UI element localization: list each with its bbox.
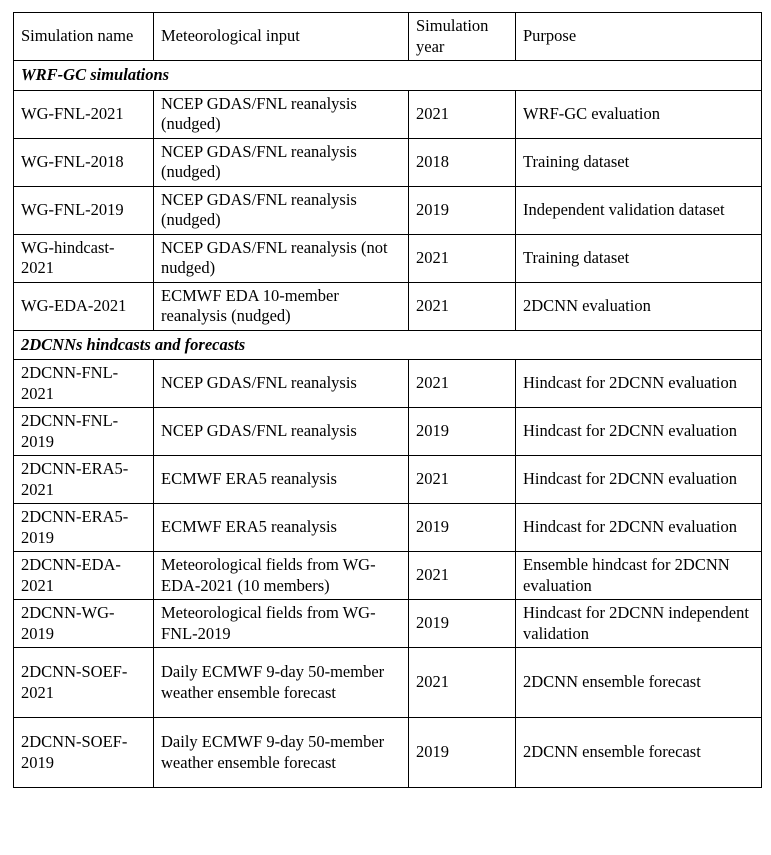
cell-purpose: Hindcast for 2DCNN evaluation xyxy=(516,408,762,456)
cell-input: NCEP GDAS/FNL reanalysis xyxy=(154,408,409,456)
cell-purpose: Hindcast for 2DCNN evaluation xyxy=(516,360,762,408)
table-header-row xyxy=(14,13,762,61)
cell-year: 2019 xyxy=(409,718,516,788)
cell-input: ECMWF ERA5 reanalysis xyxy=(154,456,409,504)
table-row xyxy=(14,552,762,600)
cell-input: Meteorological fields from WG-FNL-2019 xyxy=(154,600,409,648)
cell-purpose: Ensemble hindcast for 2DCNN evaluation xyxy=(516,552,762,600)
cell-name: 2DCNN-FNL-2019 xyxy=(14,408,154,456)
cell-purpose: Training dataset xyxy=(516,234,762,282)
cell-input: Daily ECMWF 9-day 50-member weather ensemble forecast xyxy=(154,648,409,718)
cell-year: 2019 xyxy=(409,504,516,552)
cell-input: ECMWF EDA 10-member reanalysis (nudged) xyxy=(154,282,409,330)
cell-input: NCEP GDAS/FNL reanalysis (nudged) xyxy=(154,186,409,234)
table-row xyxy=(14,408,762,456)
section-title: 2DCNNs hindcasts and forecasts xyxy=(14,330,762,360)
table-row xyxy=(14,718,762,788)
cell-input: NCEP GDAS/FNL reanalysis (nudged) xyxy=(154,138,409,186)
section-row-wrf-gc xyxy=(14,61,762,91)
cell-name: 2DCNN-ERA5-2021 xyxy=(14,456,154,504)
cell-purpose: 2DCNN ensemble forecast xyxy=(516,648,762,718)
cell-input: NCEP GDAS/FNL reanalysis (not nudged) xyxy=(154,234,409,282)
simulations-table xyxy=(13,12,762,788)
cell-year: 2019 xyxy=(409,600,516,648)
table-row xyxy=(14,360,762,408)
cell-year: 2019 xyxy=(409,186,516,234)
cell-purpose: WRF-GC evaluation xyxy=(516,90,762,138)
cell-purpose: Training dataset xyxy=(516,138,762,186)
header-meteorological-input: Meteorological input xyxy=(154,13,409,61)
table-row xyxy=(14,456,762,504)
cell-year: 2021 xyxy=(409,648,516,718)
cell-purpose: Hindcast for 2DCNN evaluation xyxy=(516,504,762,552)
cell-name: 2DCNN-SOEF-2019 xyxy=(14,718,154,788)
cell-name: 2DCNN-SOEF-2021 xyxy=(14,648,154,718)
cell-year: 2021 xyxy=(409,90,516,138)
cell-year: 2019 xyxy=(409,408,516,456)
cell-purpose: 2DCNN evaluation xyxy=(516,282,762,330)
cell-year: 2021 xyxy=(409,360,516,408)
cell-name: 2DCNN-WG-2019 xyxy=(14,600,154,648)
cell-purpose: Hindcast for 2DCNN evaluation xyxy=(516,456,762,504)
cell-input: NCEP GDAS/FNL reanalysis (nudged) xyxy=(154,90,409,138)
cell-year: 2018 xyxy=(409,138,516,186)
cell-name: WG-FNL-2019 xyxy=(14,186,154,234)
cell-year: 2021 xyxy=(409,552,516,600)
cell-input: ECMWF ERA5 reanalysis xyxy=(154,504,409,552)
cell-name: WG-FNL-2018 xyxy=(14,138,154,186)
cell-name: 2DCNN-FNL-2021 xyxy=(14,360,154,408)
table-row xyxy=(14,600,762,648)
cell-purpose: Hindcast for 2DCNN independent validation xyxy=(516,600,762,648)
cell-input: NCEP GDAS/FNL reanalysis xyxy=(154,360,409,408)
section-row-2dcnn xyxy=(14,330,762,360)
cell-name: 2DCNN-EDA-2021 xyxy=(14,552,154,600)
table-row xyxy=(14,234,762,282)
table-row xyxy=(14,186,762,234)
table-row xyxy=(14,282,762,330)
table-row xyxy=(14,138,762,186)
cell-purpose: Independent validation dataset xyxy=(516,186,762,234)
header-simulation-year: Simulation year xyxy=(409,13,516,61)
cell-input: Daily ECMWF 9-day 50-member weather ensemble forecast xyxy=(154,718,409,788)
header-simulation-name: Simulation name xyxy=(14,13,154,61)
cell-name: WG-FNL-2021 xyxy=(14,90,154,138)
section-title: WRF-GC simulations xyxy=(14,61,762,91)
header-purpose: Purpose xyxy=(516,13,762,61)
cell-input: Meteorological fields from WG-EDA-2021 (10 members) xyxy=(154,552,409,600)
cell-year: 2021 xyxy=(409,456,516,504)
cell-year: 2021 xyxy=(409,282,516,330)
cell-name: WG-EDA-2021 xyxy=(14,282,154,330)
table-row xyxy=(14,504,762,552)
cell-name: 2DCNN-ERA5-2019 xyxy=(14,504,154,552)
cell-year: 2021 xyxy=(409,234,516,282)
cell-name: WG-hindcast-2021 xyxy=(14,234,154,282)
table-row xyxy=(14,648,762,718)
cell-purpose: 2DCNN ensemble forecast xyxy=(516,718,762,788)
table-row xyxy=(14,90,762,138)
